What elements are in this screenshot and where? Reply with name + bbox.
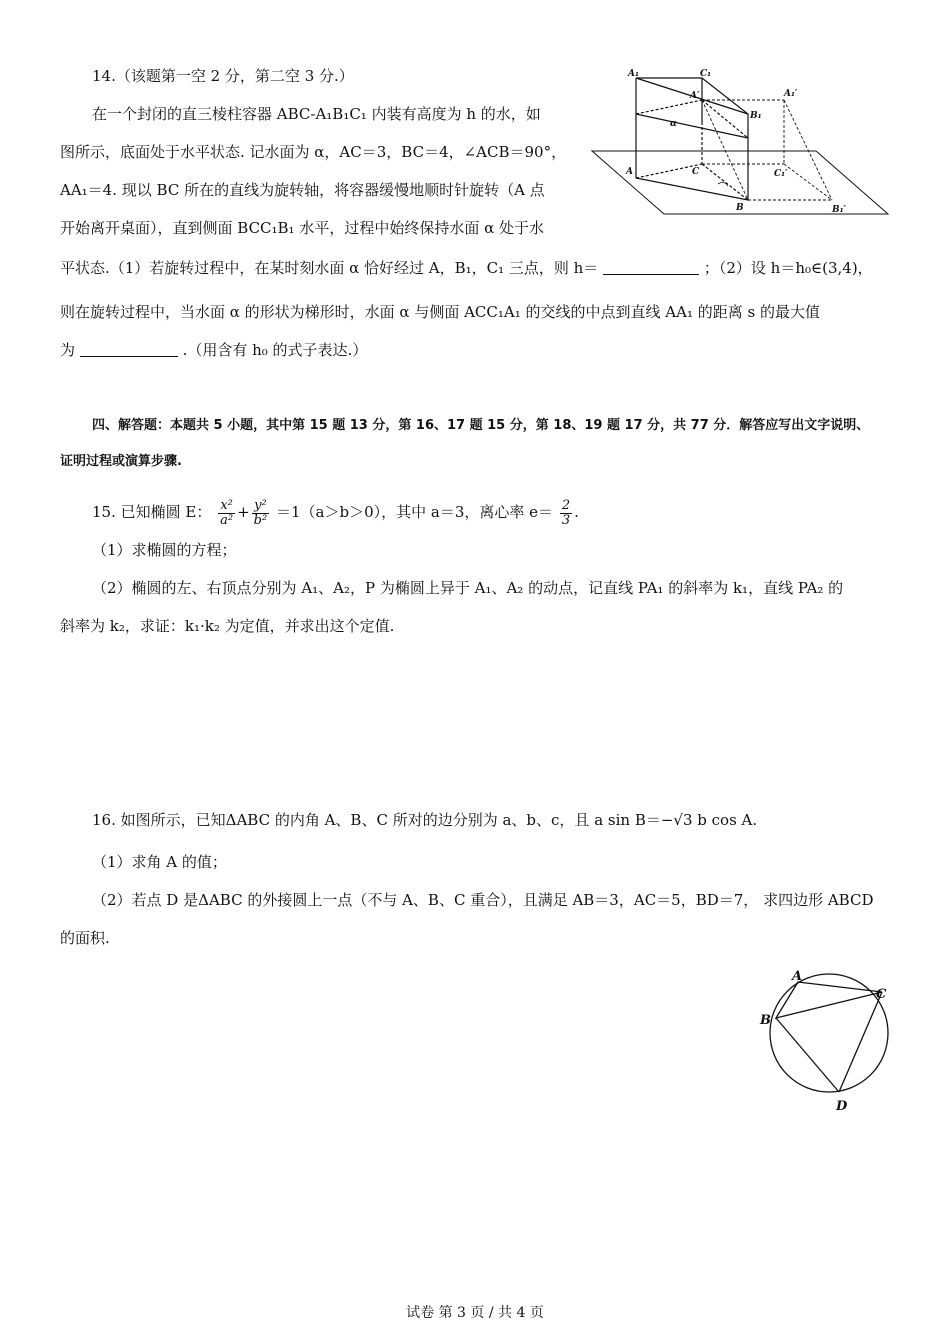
prism-figure	[588, 66, 908, 226]
circumcircle-figure	[752, 966, 912, 1116]
q15-end: .	[574, 503, 579, 521]
q15-statement: 15. 已知椭圆 E： $\frac{\text{x²}}{\text{a²}}$ + $\frac{\text{y²}}{\text{b²}}$ ＝1（a＞b＞0），其中 a＝3，离心率 e＝ $\frac{2}{3}$ .	[92, 497, 579, 528]
fraction-eccentricity	[560, 499, 572, 528]
q15-part1: （1）求椭圆的方程；	[92, 541, 237, 559]
answer-blank-2[interactable]	[80, 340, 178, 357]
q14-text-4: 开始离开桌面），直到侧面 BCC₁B₁ 水平，过程中始终保持水面 α 处于水	[60, 219, 545, 237]
frac-num-e: 2	[561, 497, 571, 513]
label-C1-prime: C₁′	[774, 169, 788, 179]
q15-part2: （2）椭圆的左、右顶点分别为 A₁、A₂，P 为椭圆上异于 A₁、A₂ 的动点，记直线 PA₁ 的斜率为 k₁，直线 PA₂ 的	[92, 579, 844, 597]
label-circle-B: B	[760, 1013, 771, 1028]
answer-blank-1[interactable]	[603, 258, 699, 275]
q16-statement: 16. 如图所示，已知ΔABC 的内角 A、B、C 所对的边分别为 a、b、c，且 a sin B＝−√3 b cos A.	[92, 811, 758, 829]
q15-part2-cont: 斜率为 k₂，求证：k₁·k₂ 为定值，并求出这个定值.	[60, 617, 395, 635]
frac-den-a2: a²	[220, 512, 234, 528]
fraction-x2-a2	[218, 499, 235, 528]
section-4-heading: 四、解答题：本题共 5 小题，其中第 15 题 13 分，第 16、17 题 15 分，第 18、19 题 17 分，共 77 分．解答应写出文字说明、	[92, 418, 870, 433]
label-circle-A: A	[792, 969, 803, 984]
q14-text-1: 在一个封闭的直三棱柱容器 ABC-A₁B₁C₁ 内装有高度为 h 的水，如	[92, 105, 541, 123]
frac-num-x2: x²	[218, 499, 235, 514]
label-C: C	[692, 167, 700, 177]
q16-part2: （2）若点 D 是ΔABC 的外接圆上一点（不与 A、B、C 重合），且满足 AB＝3，AC＝5，BD＝7， 求四边形 ABCD	[92, 891, 874, 909]
frac-den-e: 3	[561, 512, 571, 528]
label-B1-prime: B₁′	[832, 205, 846, 215]
frac-den-b2: b²	[253, 512, 268, 528]
q14-text-7b: .（用含有 h₀ 的式子表达.）	[182, 341, 368, 359]
label-B: B	[736, 203, 744, 213]
label-C1: C₁	[700, 69, 712, 79]
label-B1: B₁	[750, 111, 762, 121]
q14-text-5a: 平状态.（1）若旋转过程中，在某时刻水面 α 恰好经过 A，B₁，C₁ 三点，则 h＝	[60, 259, 599, 277]
label-A1: A₁	[628, 69, 639, 79]
q14-text-2: 图所示，底面处于水平状态. 记水面为 α，AC＝3，BC＝4，∠ACB＝90°，	[60, 143, 567, 161]
q14-text-3: AA₁＝4. 现以 BC 所在的直线为旋转轴，将容器缓慢地顺时针旋转（A 点	[60, 181, 545, 199]
page-footer: 试卷 第 3 页 / 共 4 页	[406, 1305, 544, 1321]
label-A-prime: A′	[690, 91, 700, 101]
q14-text-7	[60, 340, 367, 360]
frac-num-y2: y²	[252, 499, 270, 514]
q14-text-6: 则在旋转过程中，当水面 α 的形状为梯形时，水面 α 与侧面 ACC₁A₁ 的交线的中点到直线 AA₁ 的距离 s 的最大值	[60, 303, 820, 321]
label-A: A	[626, 167, 633, 177]
q15-mid: ＝1（a＞b＞0），其中 a＝3，离心率 e＝	[276, 503, 554, 521]
q14-text-5	[60, 258, 873, 278]
label-circle-C: C	[876, 987, 887, 1002]
q15-lead: 15. 已知椭圆 E：	[92, 503, 212, 521]
section-4-heading-cont: 证明过程或演算步骤.	[60, 454, 182, 469]
label-alpha: α	[670, 119, 677, 129]
label-circle-D: D	[836, 1099, 848, 1114]
q16-part1: （1）求角 A 的值；	[92, 853, 227, 871]
q14-text-5b: ；（2）设 h＝h₀∈(3,4)，	[703, 259, 873, 277]
label-A1-prime: A₁′	[784, 89, 798, 99]
q16-part2-cont: 的面积.	[60, 929, 110, 947]
fraction-y2-b2	[252, 499, 270, 528]
q14-text-7a: 为	[60, 341, 76, 359]
q14-header: 14.（该题第一空 2 分，第二空 3 分.）	[92, 67, 354, 85]
